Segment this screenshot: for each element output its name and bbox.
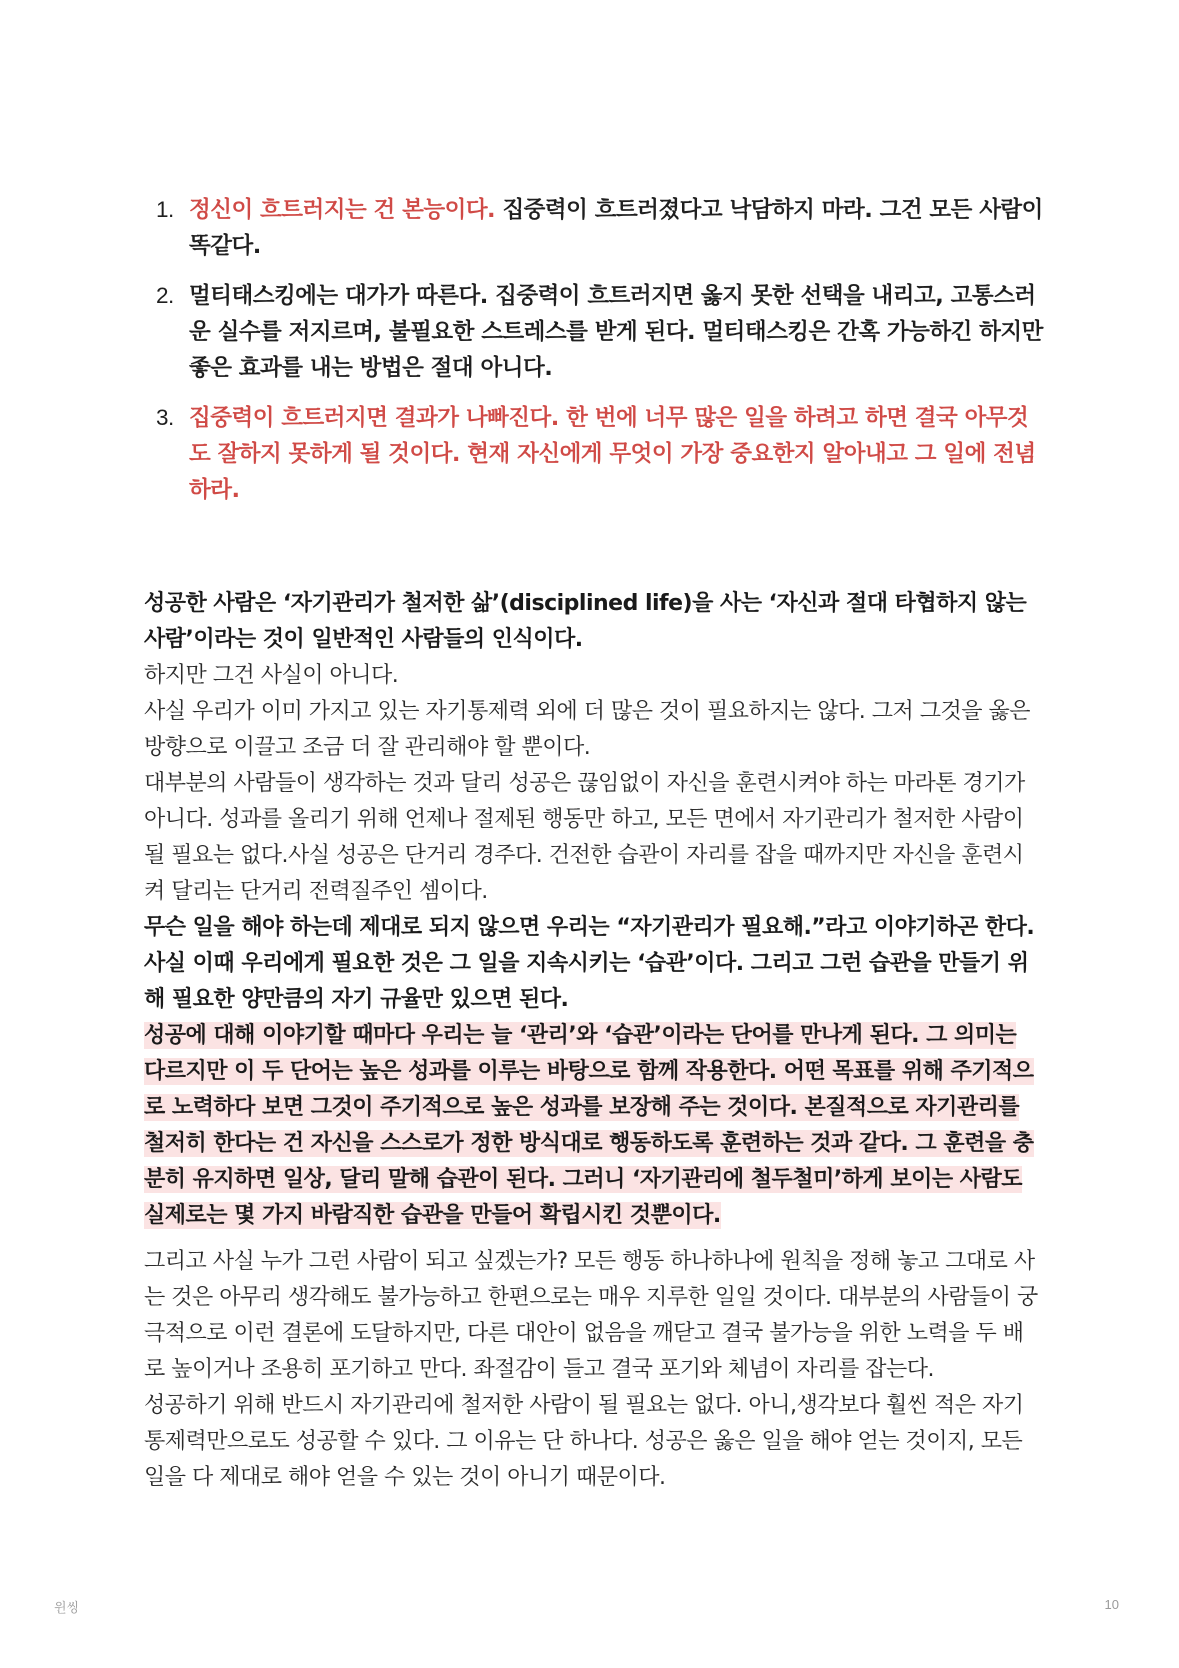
list-item-highlight: 정신이 흐트러지는 건 본능이다. <box>189 197 496 223</box>
list-item-highlight: 집중력이 흐트러지면 결과가 나빠진다. 한 번에 너무 많은 일을 하려고 하면 결국 아무것도 잘하지 못하게 될 것이다. 현재 자신에게 무엇이 가장 중요한지 알아내고 그 일에 전념하라. <box>189 405 1036 503</box>
numbered-list <box>144 192 1044 508</box>
list-item-2 <box>144 278 1044 386</box>
paragraph: 하지만 그건 사실이 아니다. <box>144 663 399 688</box>
list-item-1 <box>144 192 1044 264</box>
paragraph-intro: 성공한 사람은 ‘자기관리가 철저한 삶’(disciplined life)을 사는 ‘자신과 절대 타협하지 않는 사람’이라는 것이 일반적인 사람들의 인식이다. <box>144 591 1027 652</box>
paragraph: 사실 우리가 이미 가지고 있는 자기통제력 외에 더 많은 것이 필요하지는 않다. 그저 그것을 옳은 방향으로 이끌고 조금 더 잘 관리해야 할 뿐이다. <box>144 699 1030 760</box>
footer-author: 윈씽 <box>54 1601 80 1616</box>
list-item-3 <box>144 400 1044 508</box>
list-item-text: 멀티태스킹에는 대가가 따른다. 집중력이 흐트러지면 옳지 못한 선택을 내리고, 고통스러운 실수를 저지르며, 불필요한 스트레스를 받게 된다. 멀티태스킹은 간혹 가능하긴 하지만 좋은 효과를 내는 방법은 절대 아니다. <box>189 283 1043 381</box>
paragraph-bold: 무슨 일을 해야 하는데 제대로 되지 않으면 우리는 “자기관리가 필요해.”라고 이야기하곤 한다. 사실 이때 우리에게 필요한 것은 그 일을 지속시키는 ‘습관’이다. 그리고 그런 습관을 만들기 위해 필요한 양만큼의 자기 규율만 있으면 된다. <box>144 915 1035 1012</box>
paragraph: 대부분의 사람들이 생각하는 것과 달리 성공은 끊임없이 자신을 훈련시켜야 하는 마라톤 경기가 아니다. 성과를 올리기 위해 언제나 절제된 행동만 하고, 모든 면에서 자기관리가 철저한 사람이 될 필요는 없다.사실 성공은 단거리 경주다. 건전한 습관이 자리를 잡을 때까지만 자신을 훈련시켜 달리는 단거리 전력질주인 셈이다. <box>144 771 1025 904</box>
list-number: 2. <box>156 283 174 308</box>
paragraph-highlighted <box>144 1018 1044 1234</box>
paragraph: 성공하기 위해 반드시 자기관리에 철저한 사람이 될 필요는 없다. 아니,생각보다 훨씬 적은 자기통제력만으로도 성공할 수 있다. 그 이유는 단 하나다. 성공은 옳은 일을 해야 얻는 것이지, 모든 일을 다 제대로 해야 얻을 수 있는 것이 아니기 때문이다. <box>144 1393 1024 1490</box>
page-number: 10 <box>1104 1597 1119 1612</box>
list-number: 3. <box>156 405 174 430</box>
paragraph: 그리고 사실 누가 그런 사람이 되고 싶겠는가? 모든 행동 하나하나에 원칙을 정해 놓고 그대로 사는 것은 아무리 생각해도 불가능하고 한편으로는 매우 지루한 일일 것이다. 대부분의 사람들이 궁극적으로 이런 결론에 도달하지만, 다른 대안이 없음을 깨닫고 결국 불가능을 위한 노력을 두 배로 높이거나 조용히 포기하고 만다. 좌절감이 들고 결국 포기와 체념이 자리를 잡는다. <box>144 1249 1038 1382</box>
page-content <box>144 192 1044 1496</box>
list-item-text: 집중력이 흐트러졌다고 낙담하지 마라. 그건 모든 사람이 똑같다. <box>189 197 1043 259</box>
body-text <box>144 586 1044 1496</box>
list-number: 1. <box>156 197 174 222</box>
highlighted-text: 성공에 대해 이야기할 때마다 우리는 늘 ‘관리’와 ‘습관’이라는 단어를 만나게 된다. 그 의미는 다르지만 이 두 단어는 높은 성과를 이루는 바탕으로 함께 작용한다. 어떤 목표를 위해 주기적으로 노력하다 보면 그것이 주기적으로 높은 성과를 보장해 주는 것이다. 본질적으로 자기관리를 철저히 한다는 건 자신을 스스로가 정한 방식대로 행동하도록 훈련하는 것과 같다. 그 훈련을 충분히 유지하면 일상, 달리 말해 습관이 된다. 그러니 ‘자기관리에 철두철미’하게 보이는 사람도 실제로는 몇 가지 바람직한 습관을 만들어 확립시킨 것뿐이다. <box>144 1023 1034 1228</box>
